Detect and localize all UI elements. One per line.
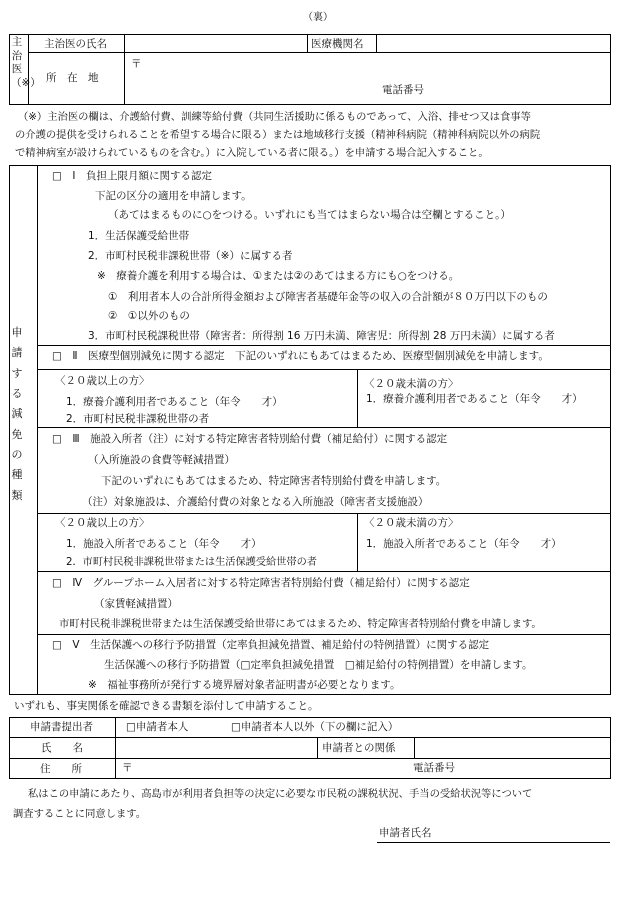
section-3-adult-item2[interactable]: 2．市町村民税非課税世帯または生活保護受給世帯の者 bbox=[66, 557, 317, 568]
section-1-item2-option-a[interactable]: ① 利用者本人の合計所得金額および障害者基礎年金等の収入の合計額が８０万円以下のもの bbox=[108, 291, 548, 303]
section-2-child-item1[interactable]: 1．療養介護利用者であること（年令 才） bbox=[366, 393, 583, 405]
doctor-vlabel: 主治医（※） bbox=[11, 36, 41, 89]
section-3-line1: 下記のいずれにもあてはまるため、特定障害者特別給付費を申請します。 bbox=[101, 475, 447, 487]
section-1-item2-note: ※ 療養介護を利用する場合は、①または②のあてはまる方にも○をつける。 bbox=[97, 270, 460, 282]
signature-line[interactable] bbox=[377, 842, 610, 843]
section-4-line1: 市町村民税非課税世帯または生活保護受給世帯にあてはまるため、特定障害者特別給付費を申請します。 bbox=[59, 618, 542, 630]
section-5-title[interactable]: □ Ⅴ 生活保護への移行予防措置（定率負担減免措置、補足給付の特例措置）に関する認定 bbox=[52, 639, 490, 651]
submitter-name-label: 氏 名 bbox=[41, 742, 83, 754]
reduction-types-section bbox=[9, 165, 611, 695]
institution-label: 医療機関名 bbox=[311, 38, 364, 50]
doctor-vertical-label bbox=[11, 36, 41, 91]
doctor-address-label: 所 在 地 bbox=[46, 72, 99, 84]
doctor-phone-label: 電話番号 bbox=[382, 84, 424, 96]
signature-label: 申請者氏名 bbox=[379, 827, 432, 839]
section-3-adult-item1[interactable]: 1．施設入所者であること（年令 才） bbox=[66, 538, 262, 550]
doctor-address-field[interactable] bbox=[126, 54, 608, 103]
section-5-line1[interactable]: 生活保護への移行予防措置（□定率負担減免措置 □補足給付の特例措置）を申請します。 bbox=[104, 659, 533, 671]
section-3-child-item1[interactable]: 1．施設入所者であること（年令 才） bbox=[366, 538, 562, 550]
submitter-option-self[interactable]: □申請者本人 bbox=[126, 721, 189, 733]
section-3-line2: （注）対象施設は、介護給付費の対象となる入所施設（障害者支援施設） bbox=[82, 496, 429, 508]
section-5-line2: ※ 福祉事務所が発行する境界層対象者証明書が必要となります。 bbox=[88, 679, 401, 691]
section-1-title[interactable]: □ Ⅰ 負担上限月額に関する認定 bbox=[52, 170, 213, 182]
submitter-name-field[interactable] bbox=[117, 739, 315, 756]
doctor-postal-mark: 〒 bbox=[131, 58, 142, 70]
consent-line2: 調査することに同意します。 bbox=[13, 808, 147, 820]
institution-field[interactable] bbox=[377, 35, 609, 51]
attachment-note: いずれも、事実関係を確認できる書類を添付して申請すること。 bbox=[14, 700, 319, 712]
relation-label: 申請者との関係 bbox=[322, 742, 396, 754]
page-side-label: （裏） bbox=[303, 12, 333, 23]
section-3-title[interactable]: □ Ⅲ 施設入所者（注）に対する特定障害者特別給付費（補足給付）に関する認定 bbox=[52, 433, 448, 445]
submitter-address-field[interactable] bbox=[136, 760, 408, 777]
section-2-adult-item1[interactable]: 1．療養介護利用者であること（年令 才） bbox=[66, 396, 283, 408]
section-2-adult-item2[interactable]: 2．市町村民税非課税世帯の者 bbox=[66, 413, 210, 425]
section-4-subtitle: （家賃軽減措置） bbox=[94, 598, 178, 610]
section-3-adult-heading: 〈２０歳以上の方〉 bbox=[55, 517, 150, 529]
doctor-note-line1: （※）主治医の欄は、介護給付費、訓練等給付費（共同生活援助に係るものであって、入浴、排せつ又は食事等 bbox=[18, 111, 531, 123]
section-1-line2: （あてはまるものに○をつける。いずれにも当てはまらない場合は空欄とすること。） bbox=[108, 209, 511, 221]
doctor-note-line3: で精神病室が設けられているものを含む。）に入院している者に限る。）を申請する場合記入すること。 bbox=[15, 147, 489, 159]
submitter-postal-mark: 〒 bbox=[122, 762, 133, 774]
doctor-name-field[interactable] bbox=[125, 35, 305, 51]
submitter-label: 申請書提出者 bbox=[30, 721, 93, 733]
doctor-name-label: 主治医の氏名 bbox=[44, 38, 107, 50]
relation-field[interactable] bbox=[416, 739, 609, 756]
reduction-vertical-label bbox=[11, 323, 25, 506]
section-2-child-heading: 〈２０歳未満の方〉 bbox=[364, 378, 459, 390]
section-1-item2-option-b[interactable]: ② ①以外のもの bbox=[108, 310, 190, 322]
consent-line1: 私はこの申請にあたり、高島市が利用者負担等の決定に必要な市民税の課税状況、手当の受給状況等について bbox=[28, 788, 533, 800]
section-1-line1: 下記の区分の適用を申請します。 bbox=[95, 190, 252, 202]
section-2-adult-heading: 〈２０歳以上の方〉 bbox=[55, 375, 150, 387]
section-1-item3[interactable]: 3．市町村民税課税世帯（障害者：所得割 16 万円未満、障害児：所得割 28 万円未満）に属する者 bbox=[88, 330, 555, 342]
section-4-title[interactable]: □ Ⅳ グループホーム入居者に対する特定障害者特別給付費（補足給付）に関する認定 bbox=[52, 577, 470, 589]
section-1-item2[interactable]: 2．市町村民税非課税世帯（※）に属する者 bbox=[88, 250, 293, 262]
submitter-phone-label: 電話番号 bbox=[413, 762, 455, 774]
submitter-option-other[interactable]: □申請者本人以外（下の欄に記入） bbox=[231, 721, 399, 733]
section-2-title[interactable]: □ Ⅱ 医療型個別減免に関する認定 下記のいずれにもあてはまるため、医療型個別減免を申請します。 bbox=[52, 350, 549, 362]
submitter-address-label: 住 所 bbox=[40, 763, 82, 775]
section-3-child-heading: 〈２０歳未満の方〉 bbox=[364, 517, 459, 529]
reduction-vlabel: 申請する減免の種類 bbox=[11, 326, 23, 502]
doctor-note-line2: の介護の提供を受けられることを希望する場合に限る）または地域移行支援（精神科病院（精神科病院以外の病院 bbox=[15, 129, 541, 141]
section-3-subtitle: （入所施設の食費等軽減措置） bbox=[88, 454, 235, 466]
section-1-item1[interactable]: 1．生活保護受給世帯 bbox=[88, 230, 190, 242]
